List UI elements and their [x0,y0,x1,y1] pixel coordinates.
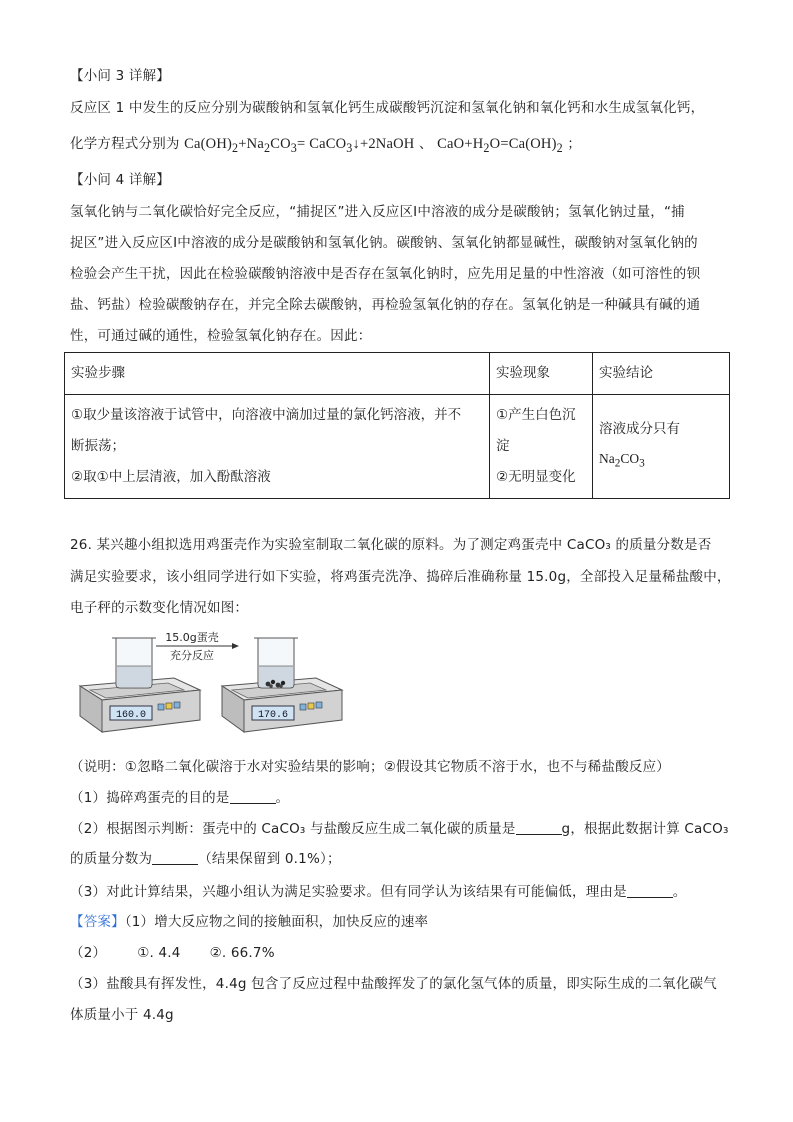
q26-sub2-text-b: g，根据此数据计算 CaCO₃ [561,821,729,837]
experiment-table [64,352,730,499]
balance-figure [72,628,352,746]
q3-formula-prefix: 化学方程式分别为 [70,136,180,152]
table-row [65,395,730,499]
answer-2-label: （2） [70,945,107,961]
phenomenon-line-1: ①产生白色沉 [496,407,576,423]
answer-2-part-2: ②. 66.7% [209,945,275,961]
q26-sub3-text: （3）对此计算结果，兴趣小组认为满足实验要求。但有同学认为该结果有可能偏低，理由是 [70,884,627,900]
scale-reading-before: 160.0 [115,710,147,721]
answer-3-line-1: （3）盐酸具有挥发性，4.4g 包含了反应过程中盐酸挥发了的氯化氢气体的质量，即实际生成的二氧化碳气 [70,976,717,992]
cell-conclusion [593,395,730,499]
q26-sub1 [70,788,289,808]
answer-blank-2 [516,820,562,835]
answer-tag: 【答案】 [70,914,125,930]
q3-formula-line [70,134,581,158]
q26-sub2-line1 [70,819,729,839]
q26-stem-line-1: 26. 某兴趣小组拟选用鸡蛋壳作为实验室制取二氧化碳的原料。为了测定鸡蛋壳中 CaCO₃ 的质量分数是否 [70,537,712,553]
conclusion-formula: $Na_2CO_3$ [599,451,645,470]
beaker-before [112,638,156,688]
header-conclusion: 实验结论 [593,353,730,395]
q26-sub1-text: （1）捣碎鸡蛋壳的目的是 [70,790,230,806]
q26-sub1-end: 。 [275,790,290,806]
q26-sub3 [70,882,687,902]
step-line-1: ①取少量该溶液于试管中，向溶液中滴加过量的氯化钙溶液，并不 [71,407,462,423]
equation-separator: 、 [418,136,433,152]
q4-para-line-3: 检验会产生干扰，因此在检验碳酸钠溶液中是否存在氢氧化钠时，应先用足量的中性溶液（如可溶性的钡 [70,266,701,282]
phenomenon-line-3: ②无明显变化 [496,469,576,485]
q4-para-line-5: 性，可通过碱的通性，检验氢氧化钠存在。因此： [70,328,372,344]
table-header-row [65,353,730,395]
conclusion-text: 溶液成分只有 [599,421,680,438]
answer-blank-4 [627,883,673,898]
answer-3-line-2: 体质量小于 4.4g [70,1007,174,1023]
chemical-equation-1: $Ca(OH)_2+Na_2CO_3=$ CaCO$_3$↓+2NaOH [184,136,415,155]
q4-para-line-2: 捉区”进入反应区I中溶液的成分是碳酸钠和氢氧化钠。碳酸钠、氢氧化钠都显碱性，碳酸钠对氢氧化钠的 [70,235,698,251]
answer-1: （1）增大反应物之间的接触面积，加快反应的速率 [124,914,429,930]
beaker-after [254,638,298,688]
cell-steps [65,395,490,499]
q3-heading: 【小问 3 详解】 [70,68,170,84]
q26-sub2-text-a: （2）根据图示判断：蛋壳中的 CaCO₃ 与盐酸反应生成二氧化碳的质量是 [70,821,516,837]
chemical-equation-2: $CaO+H_2O=Ca(OH)_2$ [437,136,563,155]
step-line-3: ②取①中上层清液，加入酚酞溶液 [71,469,271,485]
q26-sub2-text-d: （结果保留到 0.1%）； [198,851,341,867]
reaction-arrow [156,630,239,662]
q26-sub2-text-c: 的质量分数为 [70,851,153,867]
q26-note: （说明：①忽略二氧化碳溶于水对实验结果的影响；②假设其它物质不溶于水，也不与稀盐酸反应） [70,759,671,775]
answer-blank-1 [230,789,276,804]
answer-2-part-1: ①. 4.4 [137,945,181,961]
header-phenomena: 实验现象 [490,353,593,395]
q26-sub3-end: 。 [672,884,687,900]
cell-phenomena [490,395,593,499]
header-steps: 实验步骤 [65,353,490,395]
phenomenon-line-2: 淀 [496,438,510,454]
answer-line-2 [70,943,275,963]
q4-para-line-4: 盐、钙盐）检验碳酸钠存在，并完全除去碳酸钠，再检验氢氧化钠的存在。氢氧化钠是一种碱具有碱的通 [70,297,701,313]
q3-text: 反应区 1 中发生的反应分别为碳酸钠和氢氧化钙生成碳酸钙沉淀和氢氧化钠和氧化钙和水生成氢氧化钙， [70,100,705,116]
q26-stem-line-2: 满足实验要求，该小组同学进行如下实验，将鸡蛋壳洗净、捣碎后准确称量 15.0g，全部投入足量稀盐酸中， [70,569,731,585]
answer-line-1 [70,912,428,932]
q4-para-line-1: 氢氧化钠与二氧化碳恰好完全反应，“捕捉区”进入反应区I中溶液的成分是碳酸钠；氢氧化钠过量，“捕 [70,204,685,220]
q3-formula-suffix: ； [567,136,582,152]
arrow-label-eggshell: 15.0g蛋壳 [165,631,219,644]
arrow-label-react: 充分反应 [170,649,214,662]
q4-heading: 【小问 4 详解】 [70,172,170,188]
q26-sub2-line2 [70,849,341,869]
q26-stem-line-3: 电子秤的示数变化情况如图： [70,600,249,616]
step-line-2: 断振荡； [71,438,125,454]
scale-reading-after: 170.6 [257,710,289,721]
answer-blank-3 [152,850,198,865]
